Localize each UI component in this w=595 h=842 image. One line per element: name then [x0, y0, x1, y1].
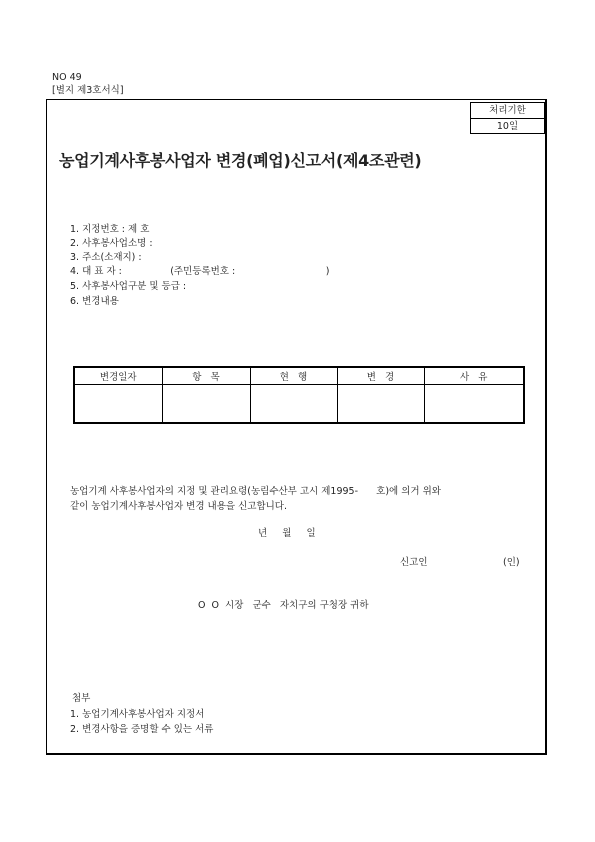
- col-change: 변 경: [337, 367, 424, 385]
- form-title: 농업기계사후봉사업자 변경(폐업)신고서(제4조관련): [59, 151, 422, 170]
- attachments-heading: 첨부: [72, 693, 91, 704]
- form-subtitle: [별지 제3호서식]: [52, 85, 124, 96]
- item-office-name: 2. 사후봉사업소명 :: [70, 238, 153, 249]
- col-current: 현 행: [250, 367, 337, 385]
- cell-change[interactable]: [337, 385, 424, 423]
- attachment-item: 1. 농업기계사후봉사업자 지정서: [70, 709, 205, 720]
- declarant-label: 신고인: [400, 557, 428, 568]
- form-frame: [46, 99, 547, 755]
- col-item: 항 목: [162, 367, 250, 385]
- item-representative: 4. 대 표 자 : (주민등록번호 : ): [70, 266, 330, 277]
- cell-item[interactable]: [162, 385, 250, 423]
- cell-change-date[interactable]: [74, 385, 162, 423]
- item-designation-number: 1. 지정번호 : 제 호: [70, 224, 150, 235]
- addressee: O O 시장 군수 자치구의 구청장 귀하: [198, 600, 369, 611]
- processing-deadline-box: [470, 102, 545, 134]
- col-reason: 사 유: [424, 367, 524, 385]
- table-header-row: [74, 367, 524, 385]
- deadline-value: 10일: [471, 118, 544, 134]
- seal-mark: (인): [503, 557, 520, 568]
- item-business-class: 5. 사후봉사업구분 및 등급 :: [70, 281, 187, 292]
- change-details-table: [73, 366, 525, 424]
- deadline-label: 처리기한: [489, 105, 526, 116]
- attachment-item: 2. 변경사항을 증명할 수 있는 서류: [70, 724, 214, 735]
- date-line: 년 월 일: [258, 528, 316, 539]
- cell-current[interactable]: [250, 385, 337, 423]
- declaration-line-2: 같이 농업기계사후봉사업자 변경 내용을 신고합니다.: [70, 501, 287, 512]
- table-row: [74, 385, 524, 423]
- declaration-text: [70, 484, 540, 514]
- item-address: 3. 주소(소재지) :: [70, 252, 142, 263]
- col-change-date: 변경일자: [74, 367, 162, 385]
- item-change-details: 6. 변경내용: [70, 296, 119, 307]
- cell-reason[interactable]: [424, 385, 524, 423]
- form-number: NO 49: [52, 72, 82, 83]
- declaration-line-1: 농업기계 사후봉사업자의 지정 및 관리요령(농림수산부 고시 제1995- 호)에 의거 위와: [70, 486, 441, 497]
